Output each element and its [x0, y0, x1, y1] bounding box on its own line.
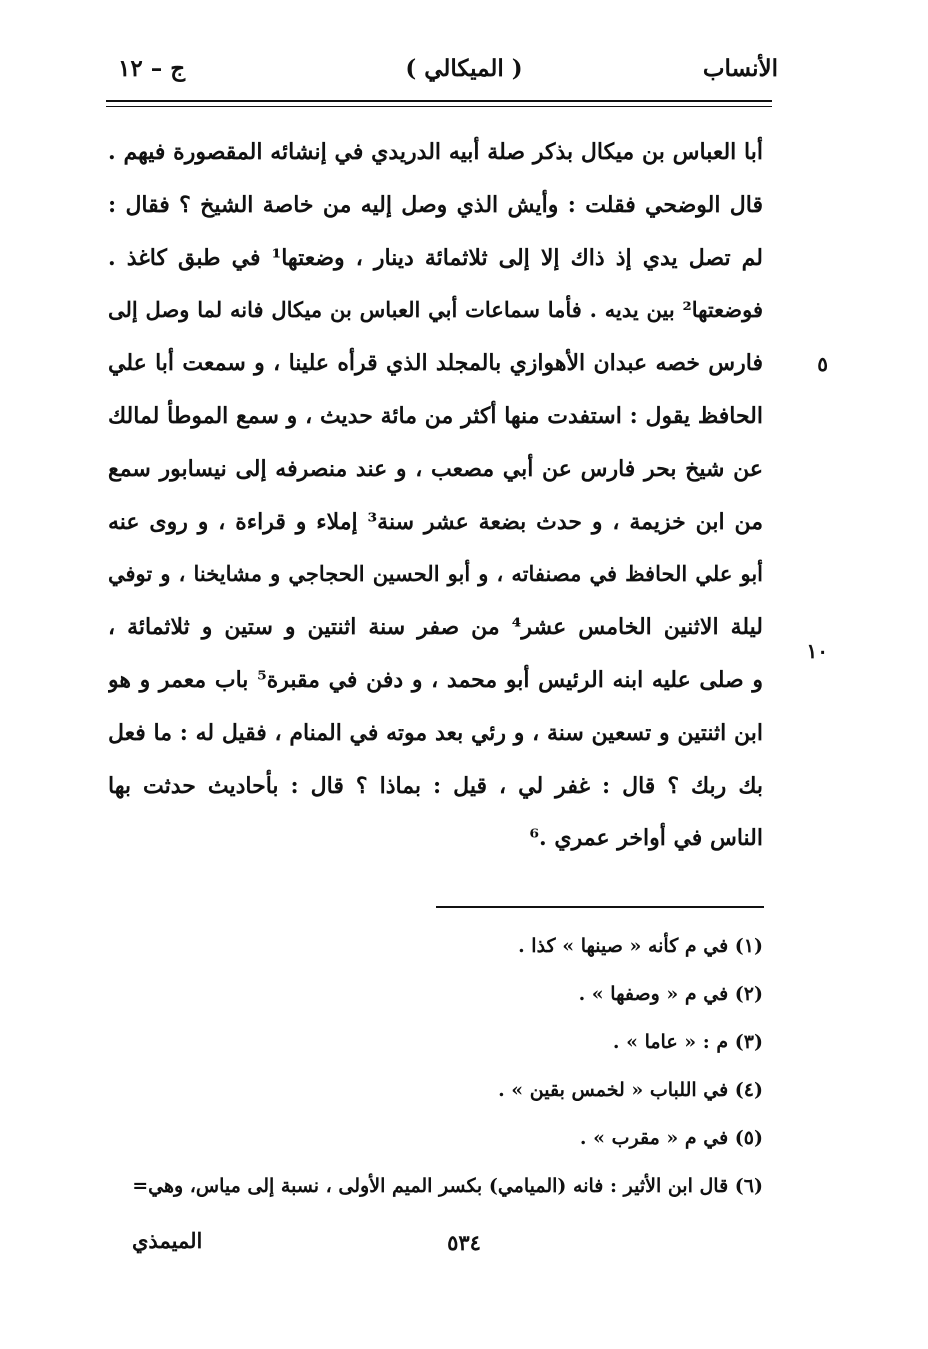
- text-line: عن شيخ بحر فارس عن أبي مصعب ، و عند منصرفه إلى نيسابور سمع: [108, 455, 763, 482]
- footnote-3: (٣) م : « عاما » .: [612, 1031, 763, 1053]
- footnote-2: (٢) في م « وصفها » .: [578, 983, 763, 1005]
- footnote-5: (٥) في م « مقرب » .: [579, 1127, 763, 1149]
- page-number: ٥٣٤: [447, 1230, 481, 1255]
- footnotes: [103, 922, 763, 1210]
- text-line: فارس خصه عبدان الأهوازي بالمجلد الذي قرأه علينا ، و سمعت أبا علي: [108, 350, 763, 377]
- main-text: [108, 126, 763, 865]
- text-line: بك ربك ؟ قال : غفر لي ، قيل : بماذا ؟ قال : بأحاديث حدثت بها: [108, 772, 763, 799]
- text-line: أبو علي الحافظ في مصنفاته ، و أبو الحسين الحجاجي و مشايخنا ، و توفي: [108, 561, 763, 587]
- text-line: الناس في أواخر عمري .⁶: [529, 825, 763, 852]
- footnote-6: (٦) قال ابن الأثير : فانه (الميامي) بكسر الميم الأولى ، نسبة إلى مياس، وهي=: [132, 1175, 763, 1197]
- text-line: أبا العباس بن ميكال بذكر صلة أبيه الدريدي في إنشائه المقصورة فيهم .: [108, 139, 763, 165]
- line-number-5: ٥: [817, 352, 828, 376]
- text-line: فوضعتها² بين يديه . فأما سماعات أبي العباس بن ميكال فانه لما وصل إلى: [108, 297, 763, 323]
- text-line: ابن اثنتين و تسعين سنة ، و رئي بعد موته في المنام ، فقيل له : ما فعل: [108, 719, 763, 746]
- text-line: لم تصل يدي إذ ذاك إلا إلى ثلاثمائة دينار ، وضعتها¹ في طبق كاغذ .: [108, 244, 763, 271]
- catchword: الميمذي: [132, 1228, 203, 1253]
- text-line: ليلة الاثنين الخامس عشر⁴ من صفر سنة اثنتين و ستين و ثلاثمائة ،: [108, 614, 763, 641]
- text-line: قال الوضحي فقلت : وأيش الذي وصل إليه من خاصة الشيخ ؟ فقال :: [108, 191, 763, 218]
- header-rule-bottom: [106, 106, 772, 107]
- text-line: و صلى عليه ابنه الرئيس أبو محمد ، و دفن في مقبرة⁵ باب معمر و هو: [108, 666, 763, 693]
- line-number-10: ١٠: [806, 639, 828, 663]
- text-line: الحافظ يقول : استفدت منها أكثر من مائة حديث ، و سمع الموطأ لمالك: [108, 402, 763, 429]
- running-head-entry: ( الميكالي ): [405, 55, 523, 82]
- text-line: من ابن خزيمة ، و حدث بضعة عشر سنة³ إملاء و قراءة ، و روى عنه: [108, 508, 763, 535]
- footnote-4: (٤) في اللباب « لخمس بقين » .: [498, 1079, 763, 1101]
- footnote-1: (١) في م كأنه « صينها » كذا .: [518, 935, 763, 957]
- header-rule-top: [106, 100, 772, 102]
- running-head-section: الأنساب: [702, 55, 778, 82]
- footnote-separator: [436, 906, 764, 908]
- running-head-volume: ج – ١٢: [118, 55, 186, 82]
